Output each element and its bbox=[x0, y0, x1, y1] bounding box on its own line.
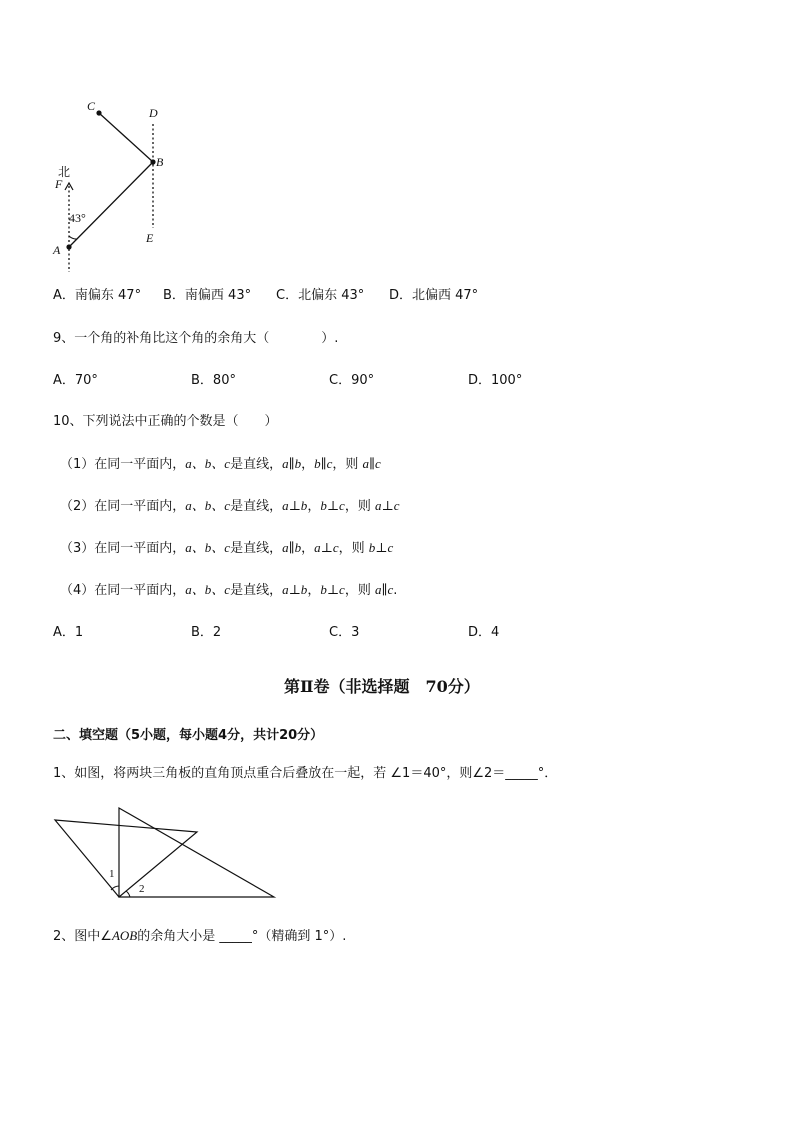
statement-prefix: （1）在同一平面内， bbox=[60, 457, 186, 472]
fill2-stem-var: AOB bbox=[111, 928, 138, 943]
statement-cond1: a⊥b bbox=[282, 582, 308, 597]
statement-prefix: （2）在同一平面内， bbox=[60, 499, 186, 514]
statement-prefix: （4）在同一平面内， bbox=[60, 583, 186, 598]
q9-stem: 9、一个角的补角比这个角的余角大（ ）. bbox=[53, 331, 339, 346]
statement-cond1: a∥b bbox=[282, 456, 302, 471]
section-title: 第Ⅱ卷（非选择题 70分） bbox=[284, 677, 480, 696]
q9-option-b: B．80° bbox=[191, 373, 236, 388]
statement-vars: a、b、c bbox=[185, 498, 231, 513]
statement-mid: 是直线， bbox=[230, 583, 283, 598]
fill2-stem-after: 的余角大小是 _____°（精确到 1°）. bbox=[137, 929, 347, 944]
statement-result: a∥c bbox=[374, 582, 394, 597]
statement-then: ，则 bbox=[344, 583, 375, 598]
fill2-stem bbox=[53, 928, 346, 945]
statement-cond2: b⊥c bbox=[320, 498, 345, 513]
statement-then: ，则 bbox=[332, 457, 363, 472]
statement-then: ，则 bbox=[344, 499, 375, 514]
statement-cond2: a⊥c bbox=[314, 540, 339, 555]
q8-option-c: C．北偏东 43° bbox=[276, 288, 365, 303]
q8-option-d: D．北偏西 47° bbox=[389, 288, 479, 303]
statement-cond1: a∥b bbox=[282, 540, 302, 555]
angle-label-2: 2 bbox=[139, 883, 145, 895]
statement-vars: a、b、c bbox=[185, 456, 231, 471]
statement-sep: ， bbox=[301, 541, 315, 556]
statement-sep: ， bbox=[301, 457, 315, 472]
angle-label-1: 1 bbox=[109, 868, 115, 880]
statement-vars: a、b、c bbox=[185, 540, 231, 555]
q10-option-d: D．4 bbox=[468, 625, 500, 640]
label-d: D bbox=[149, 106, 158, 120]
statement-vars: a、b、c bbox=[185, 582, 231, 597]
q10-option-c: C．3 bbox=[329, 625, 360, 640]
q9-option-c: C．90° bbox=[329, 373, 375, 388]
part-heading: 二、填空题（5小题，每小题4分，共计20分） bbox=[53, 728, 324, 743]
statement-sep: ， bbox=[307, 499, 321, 514]
statement-mid: 是直线， bbox=[230, 457, 283, 472]
q8-option-a: A．南偏东 47° bbox=[53, 288, 142, 303]
statement-then: ，则 bbox=[338, 541, 369, 556]
label-angle-43: 43° bbox=[69, 211, 86, 225]
statement-cond2: b⊥c bbox=[320, 582, 345, 597]
fill2-stem-before: 2、图中∠ bbox=[53, 929, 112, 944]
statement-sep: ， bbox=[307, 583, 321, 598]
statement-end: . bbox=[393, 583, 398, 598]
statement-mid: 是直线， bbox=[230, 499, 283, 514]
q9-option-a: A．70° bbox=[53, 373, 98, 388]
statement-result: b⊥c bbox=[368, 540, 394, 555]
q9-option-d: D．100° bbox=[468, 373, 523, 388]
q10-stem: 10、下列说法中正确的个数是（ ） bbox=[53, 414, 278, 429]
statement-result: a⊥c bbox=[374, 498, 400, 513]
label-e: E bbox=[146, 231, 154, 245]
statement-mid: 是直线， bbox=[230, 541, 283, 556]
q10-option-b: B．2 bbox=[191, 625, 222, 640]
fill1-stem: 1、如图，将两块三角板的直角顶点重合后叠放在一起，若 ∠1＝40°，则∠2＝_____°． bbox=[53, 766, 558, 781]
label-f: F bbox=[55, 177, 63, 191]
statement-result: a∥c bbox=[362, 456, 381, 471]
statement-prefix: （3）在同一平面内， bbox=[60, 541, 186, 556]
label-b: B bbox=[156, 155, 164, 169]
label-north: 北 bbox=[58, 165, 71, 179]
statement-cond1: a⊥b bbox=[282, 498, 308, 513]
statement-cond2: b∥c bbox=[314, 456, 333, 471]
label-c: C bbox=[87, 99, 96, 113]
label-a: A bbox=[53, 243, 61, 257]
angle-arc-2 bbox=[126, 891, 130, 897]
q8-option-b: B．南偏西 43° bbox=[163, 288, 252, 303]
q10-option-a: A．1 bbox=[53, 625, 84, 640]
triangle-left bbox=[55, 820, 197, 897]
